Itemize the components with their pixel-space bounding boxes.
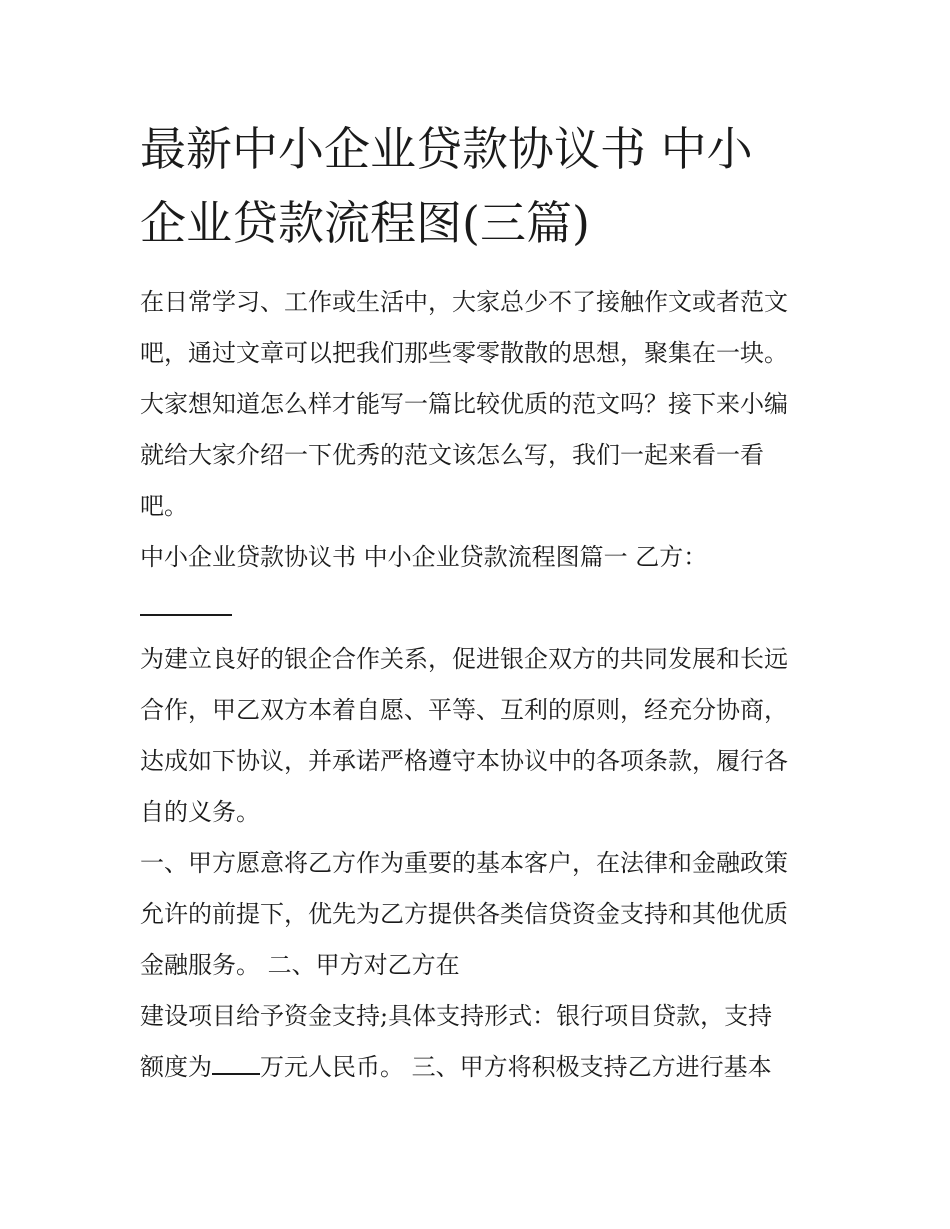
paragraph-line: 中小企业贷款协议书 中小企业贷款流程图篇一 乙方：: [140, 543, 708, 571]
blank-underline: [140, 594, 232, 616]
paragraph-line: 吧，通过文章可以把我们那些零零散散的思想，聚集在一块。: [140, 339, 788, 367]
paragraph-line: 建设项目给予资金支持;具体支持形式：银行项目贷款，支持: [140, 1002, 773, 1030]
amount-suffix: 万元人民币。 三、甲方将积极支持乙方进行基本: [260, 1053, 772, 1081]
title-line-2: 企业贷款流程图(三篇): [140, 196, 590, 250]
paragraph-line-with-blank: [140, 1042, 820, 1093]
document-body: [140, 277, 820, 1093]
paragraph-line: 大家想知道怎么样才能写一篇比较优质的范文吗？接下来小编: [140, 390, 788, 418]
amount-blank-underline: [212, 1053, 260, 1075]
amount-prefix: 额度为: [140, 1053, 212, 1081]
paragraph-line: 在日常学习、工作或生活中，大家总少不了接触作文或者范文: [140, 288, 788, 316]
paragraph-line: 一、甲方愿意将乙方作为重要的基本客户，在法律和金融政策: [140, 849, 788, 877]
paragraph-line: 就给大家介绍一下优秀的范文该怎么写，我们一起来看一看: [140, 441, 764, 469]
paragraph-line: 吧。: [140, 492, 188, 520]
paragraph-line: 允许的前提下，优先为乙方提供各类信贷资金支持和其他优质: [140, 900, 788, 928]
paragraph-line: 为建立良好的银企合作关系，促进银企双方的共同发展和长远: [140, 645, 788, 673]
paragraph-line: 合作，甲乙双方本着自愿、平等、互利的原则，经充分协商，: [140, 696, 788, 724]
paragraph-line: 金融服务。 二、甲方对乙方在: [140, 951, 460, 979]
document-title: [140, 112, 820, 260]
title-line-1: 最新中小企业贷款协议书 中小: [140, 122, 753, 176]
paragraph-line: 自的义务。: [140, 798, 260, 826]
blank-fill-line: [140, 583, 820, 634]
paragraph-line: 达成如下协议，并承诺严格遵守本协议中的各项条款，履行各: [140, 747, 788, 775]
